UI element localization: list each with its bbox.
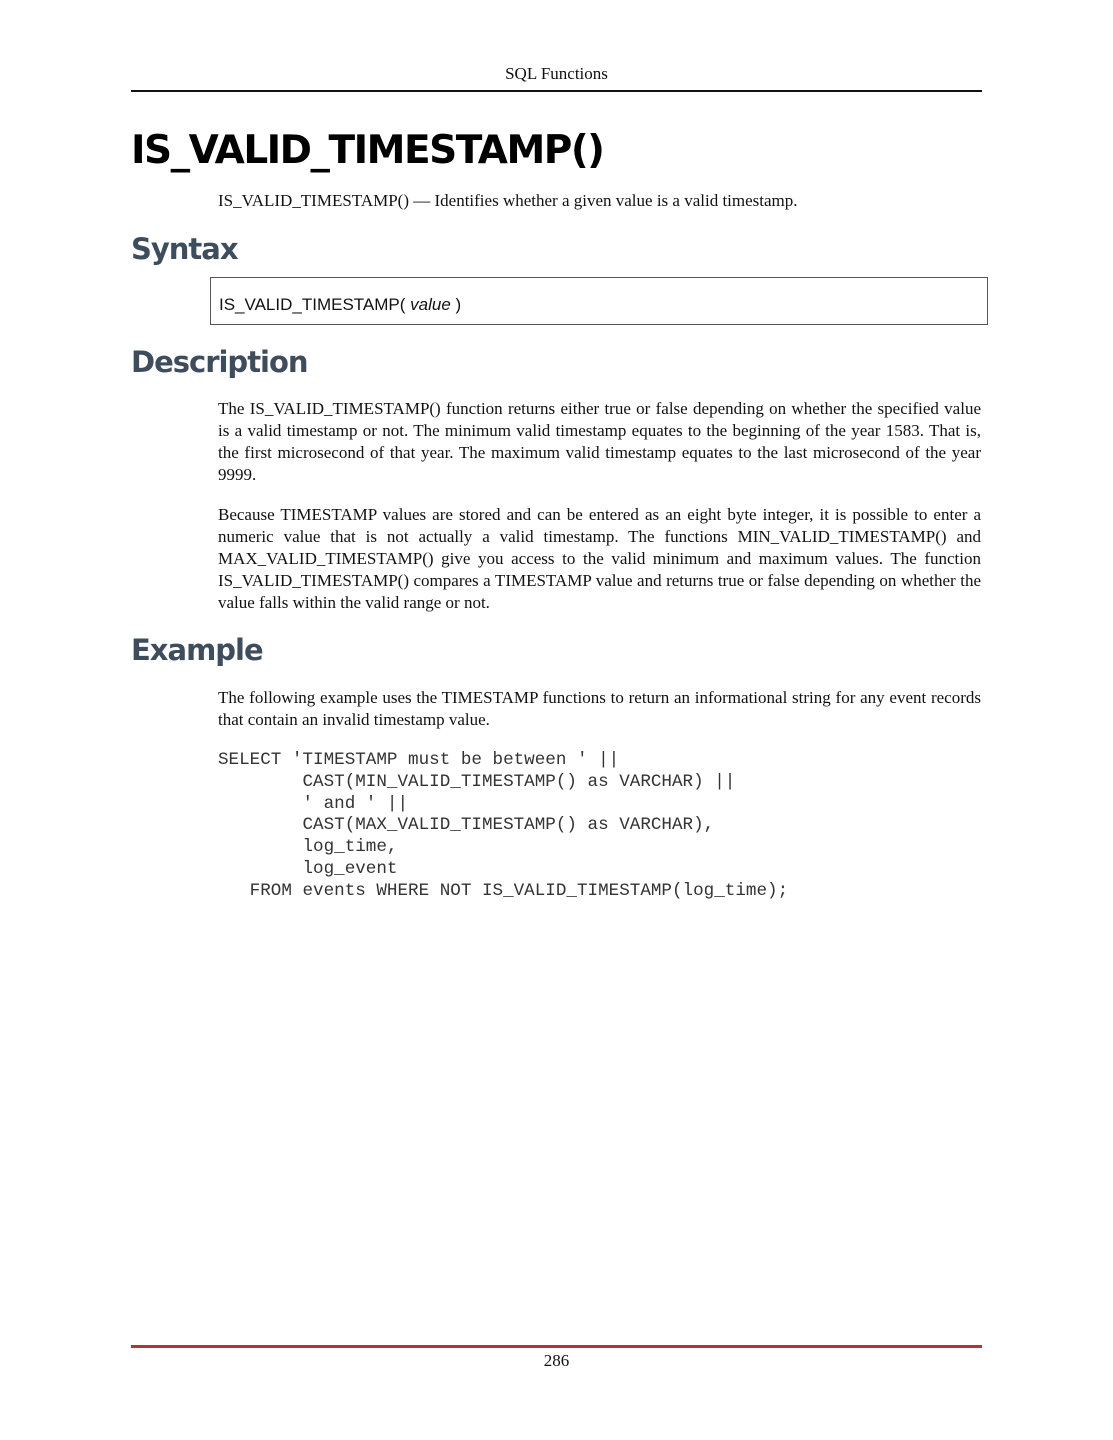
footer-rule: [131, 1345, 982, 1348]
description-paragraph: Because TIMESTAMP values are stored and can be entered as an eight byte integer, it is possible to enter a numeric value that is not actually a valid timestamp. The functions MIN_VALID_TIMESTAMP() and MAX_VALID_TIMESTAMP() give you access to the valid minimum and maximum values. The function IS_VALID_TIMESTAMP() compares a TIMESTAMP value and returns true or false depending on whether the value falls within the valid range or not.: [218, 505, 981, 612]
example-intro: The following example uses the TIMESTAMP functions to return an informational string for any event records that contain an invalid timestamp value.: [218, 688, 981, 729]
syntax-close: ): [450, 295, 462, 314]
example-code: SELECT 'TIMESTAMP must be between ' || CAST(MIN_VALID_TIMESTAMP() as VARCHAR) || ' and ' || CAST(MAX_VALID_TIMESTAMP() as VARCHAR), log_time, log_event FROM events WHERE NOT IS_VALID_TIMESTAMP(log_time);: [218, 750, 789, 901]
page-number: 286: [543, 1351, 570, 1370]
header-rule: [131, 90, 982, 92]
syntax-code: [219, 295, 461, 315]
syntax-param: value: [410, 295, 451, 314]
syntax-heading: Syntax: [131, 232, 238, 266]
page-title: IS_VALID_TIMESTAMP(): [131, 128, 604, 173]
syntax-function: IS_VALID_TIMESTAMP(: [219, 295, 411, 314]
example-heading: Example: [131, 633, 263, 667]
running-header: SQL Functions: [505, 64, 608, 83]
syntax-box: [210, 277, 988, 325]
description-paragraph: The IS_VALID_TIMESTAMP() function returns either true or false depending on whether the specified value is a valid timestamp or not. The minimum valid timestamp equates to the beginning of the year 1583. That is, the first microsecond of that year. The maximum valid timestamp equates to the last microsecond of the year 9999.: [218, 399, 981, 484]
description-heading: Description: [131, 345, 308, 379]
function-purpose: IS_VALID_TIMESTAMP() — Identifies whether a given value is a valid timestamp.: [218, 191, 798, 210]
